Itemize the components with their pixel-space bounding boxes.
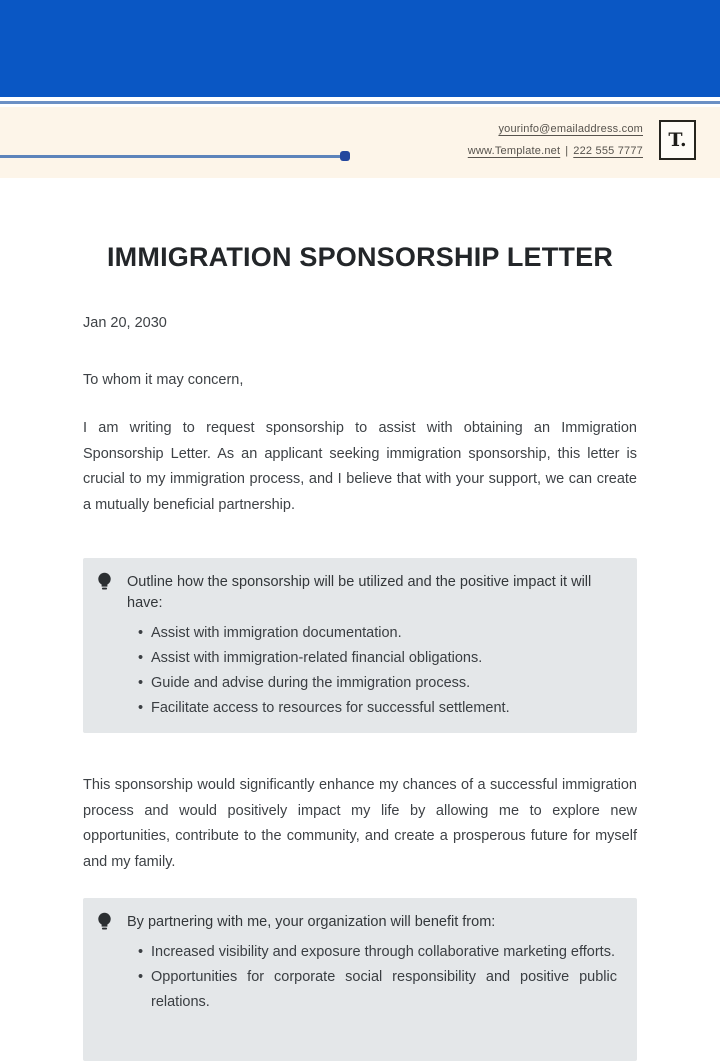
contact-website[interactable]: www.Template.net: [467, 145, 561, 157]
callout-heading-row: [97, 571, 617, 614]
contact-web-phone-line: [468, 140, 643, 162]
page-title: IMMIGRATION SPONSORSHIP LETTER: [106, 242, 614, 272]
header-contact-block: [468, 118, 696, 162]
bullet-item: • Increased visibility and exposure through collaborative marketing efforts.: [138, 940, 617, 965]
header-band: [0, 107, 720, 178]
bullet-item: • Assist with immigration documentation.: [138, 621, 617, 646]
contact-separator: |: [565, 145, 569, 157]
contact-email-line: [468, 118, 643, 140]
banner-divider-line: [0, 101, 720, 104]
bullet-item: • Assist with immigration-related financial obligations.: [138, 646, 617, 671]
letter-body: [0, 242, 720, 1061]
callout-box-utilization: [83, 558, 637, 733]
bullet-item: • Guide and advise during the immigration process.: [138, 671, 617, 696]
contact-email[interactable]: yourinfo@emailaddress.com: [498, 123, 643, 135]
header-rule-line: [0, 155, 340, 158]
header-rule-dot: [340, 151, 350, 161]
bullet-item: • Opportunities for corporate social responsibility and positive public relations.: [138, 965, 617, 1015]
letter-date: Jan 20, 2030: [83, 315, 167, 331]
callout-bullet-list: [138, 940, 617, 1015]
callout-heading: By partnering with me, your organization will benefit from:: [127, 914, 496, 930]
template-logo: [659, 120, 696, 160]
letter-paragraph-2: This sponsorship would significantly enhance my chances of a successful immigration process and would positively impact my life by allowing me to explore new opportunities, contribute to the community, and create a prosperous future for myself and my family.: [83, 777, 637, 870]
letter-paragraph-1: I am writing to request sponsorship to assist with obtaining an Immigration Sponsorship Letter. As an applicant seeking immigration sponsorship, this letter is crucial to my immigration process, and I believe that with your support, we can create a mutually beneficial partnership.: [83, 420, 637, 513]
contact-phone[interactable]: 222 555 7777: [573, 145, 643, 157]
template-logo-text: T.: [668, 129, 687, 151]
callout-bullet-list: [138, 621, 617, 721]
top-banner: [0, 0, 720, 97]
letter-greeting: To whom it may concern,: [83, 372, 244, 388]
contact-info: [468, 118, 643, 162]
bullet-item: • Facilitate access to resources for successful settlement.: [138, 696, 617, 721]
callout-heading: Outline how the sponsorship will be utilized and the positive impact it will have:: [127, 574, 592, 611]
lightbulb-icon: [97, 572, 112, 592]
lightbulb-icon: [97, 912, 112, 932]
callout-box-benefits: [83, 898, 637, 1061]
callout-heading-row: [97, 911, 617, 933]
